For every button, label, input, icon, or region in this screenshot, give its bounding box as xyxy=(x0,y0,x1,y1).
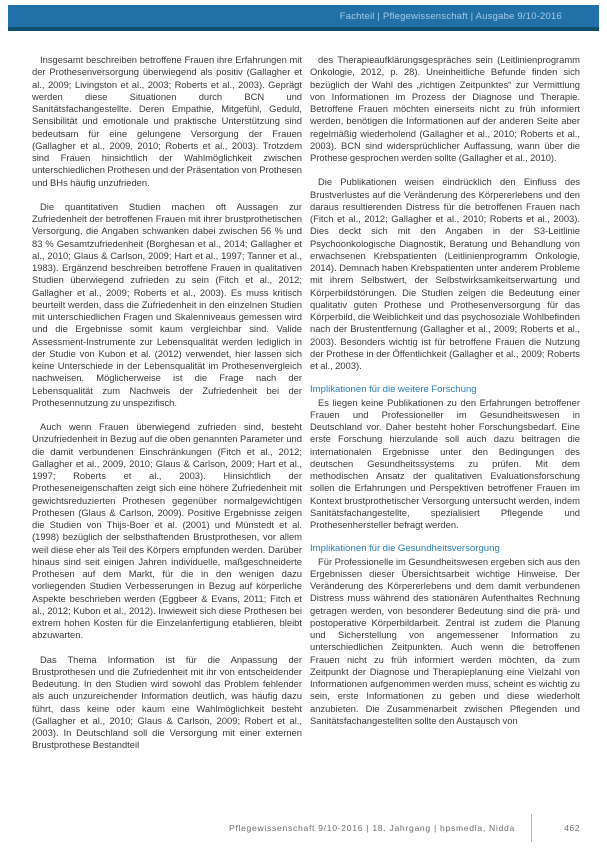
footer-divider xyxy=(531,814,532,842)
paragraph: Die Publikationen weisen eindrücklich den Einfluss des Brustverlustes auf die Veränderung des Körpererlebens und den daraus resultierenden Distress für die betroffenen Frauen nach (Fitch et al., 2012; Gallagher et al., 2010; Roberts et al., 2003). Dies deckt sich mit den Angaben in der S3-Leitlinie Psychoonkologische Diagnostik, Beratung und Behandlung von erwachsenen Krebspatienten (Leitlinienprogramm Onkologie, 2014). Demnach haben Krebspatienten unter anderem Probleme mit ihrem Selbstwert, der Selbstwirksamkeitserwartung und Körperbildstörungen. Die Studien zeigen die Bedeutung einer qualitativ guten Prothese und Prothesenversorgung für das Körperbild, die Weiblichkeit und das psychosoziale Wohlbefinden nach der Brustentfernung (Gallagher et al., 2009; Roberts et al., 2003). Besonders wichtig ist für betroffene Frauen die Nutzung der Prothese in der Öffentlichkeit (Gallagher et al., 2009; Roberts et al., 2003). xyxy=(310,176,580,371)
paragraph: Die quantitativen Studien machen oft Aussagen zur Zufriedenheit der betroffenen Frauen mit ihrer brustprothetischen Versorgung, die Angaben schwanken dabei zwischen 56 % und 83 % Gesamtzufriedenheit (Borghesan et al., 2014; Gallagher et al., 2010; Glaus & Carlson, 2009; Hart et al., 1997; Tanner et al., 1983). Ergänzend beschreiben betroffene Frauen in qualitativen Studien überwiegend zufrieden zu sein (Fitch et al., 2012; Gallagher et al., 2009; Roberts et al., 2003). Es muss kritisch beurteilt werden, dass die Zufriedenheit in den einzelnen Studien mit unterschiedlichen Fragen und Skalenniveaus gemessen wird und die Ergebnisse somit kaum vergleichbar sind. Valide Assessment-Instrumente zur Lebensqualität werden lediglich in der Studie von Kubon et al. (2012) verwendet, hier lassen sich keine Unterschiede in der Lebensqualität im Prothesenvergleich nachweisen. Möglicherweise ist die Frage nach der Lebensqualität zum Nachweis der Zufriedenheit bei der Prothesennutzung zu unspezifisch. xyxy=(32,200,302,408)
section-heading-healthcare: Implikationen für die Gesundheitsversorgung xyxy=(310,543,500,555)
section-heading-research: Implikationen für die weitere Forschung xyxy=(310,384,477,396)
page-footer xyxy=(32,813,580,843)
header-issue-label: Fachteil | Pflegewissenschaft | Ausgabe 9/10-2016 xyxy=(339,10,562,22)
paragraph: Es liegen keine Publikationen zu den Erfahrungen betroffener Frauen und Professioneller im Gesundheitswesen in Deutschland vor. Daher besteht hoher Forschungsbedarf. Eine erste Forschung hierzulande soll auch dazu beitragen die internationalen Ergebnisse unter den Bedingungen des deutschen Gesundheitssystems zu prüfen. Mit dem methodischen Ansatz der qualitativen Evaluationsforschung sollen die Erfahrungen und Perspektiven betroffener Frauen im Kontext brustprothetischer Versorgung untersucht werden, indem Sanitätsfachangestellte, spezialisiert Pflegende und Prothesenhersteller befragt werden. xyxy=(310,396,580,530)
paragraph: Für Professionelle im Gesundheitswesen ergeben sich aus den Ergebnissen dieser Übersichtsarbeit wichtige Hinweise. Der Veränderung des Körpererlebens und dem damit verbundenen Distress muss während des stationären Aufenthaltes Rechnung getragen werden, von besonderer Bedeutung sind die prä- und postoperative Körperbildarbeit. Zentral ist zudem die Planung und Sicherstellung von angemessener Information zu unterschiedlichen Zeitpunkten. Auch wenn die betroffenen Frauen nicht zu früh informiert werden möchten, da zum Zeitpunkt der Diagnose und Therapieplanung eine Vielzahl von Informationen aufgenommen werden muss, scheint es wichtig zu sein, erste Informationen zu geben und diese wiederholt anzubieten. Die Zusammenarbeit zwischen Pflegenden und Sanitätsfachangestellten sollte den Austausch von xyxy=(310,555,580,726)
paragraph: Insgesamt beschreiben betroffene Frauen ihre Erfahrungen mit der Prothesenversorgung überwiegend als positiv (Gallagher et al., 2009; Livingston et al., 2003; Roberts et al., 2003). Geprägt werden diese Situationen durch BCN und Sanitätsfachangestellte. Deren Empathie, Mitgefühl, Geduld, Sensibilität und emotionale und praktische Unterstützung sind bedeutsam für eine gelungene Versorgung der Frauen (Gallagher et al., 2009, 2010; Roberts et al., 2003). Trotzdem sind Frauen hinsichtlich der Wahlmöglichkeit zwischen unterschiedlichen Prothesen und der Präsentation von Prothesen und BHs häufig unzufrieden. xyxy=(32,54,302,188)
footer-journal-line: Pflegewissenschaft 9/10-2016 | 18. Jahrgang | hpsmedia, Nidda xyxy=(228,823,515,833)
column-left xyxy=(32,54,302,764)
article-body xyxy=(32,54,580,764)
paragraph: Das Thema Information ist für die Anpassung der Brustprothesen und die Zufriedenheit mit ihr von entscheidender Bedeutung. In den Studien wird sowohl das Problem fehlender als auch unzureichender Information deutlich, was häufig dazu führt, dass keine oder kaum eine Wahlmöglichkeit besteht (Gallagher et al., 2010; Glaus & Carlson, 2009; Robert et al., 2003). In Deutschland soll die Versorgung mit einer externen Brustprothese Bestandteil xyxy=(32,653,302,751)
column-right xyxy=(310,54,580,764)
page-number: 462 xyxy=(564,823,580,833)
header-bar xyxy=(8,5,599,31)
paragraph: des Therapieaufklärungsgespräches sein (Leitlinienprogramm Onkologie, 2012, p. 28). Uneinheitliche Befunde finden sich bezüglich der Wahl des „richtigen Zeitpunktes“ zur Vermittlung von Informationen im Prozess der Diagnose und Therapie. Betroffene Frauen möchten einerseits nicht zu früh informiert werden, benötigen die Informationen auf der anderen Seite aber regelmäßig wiederholend (Gallagher et al., 2010; Roberts et al., 2003). BCN sind widersprüchlicher Auffassung, wann über die Prothese gesprochen werden sollte (Gallagher et al., 2010). xyxy=(310,54,580,163)
paragraph: Auch wenn Frauen überwiegend zufrieden sind, besteht Unzufriedenheit in Bezug auf die oben genannten Parameter und die damit verbundenen Einschränkungen (Fitch et al., 2012; Gallagher et al., 2009, 2010; Glaus & Carlson, 2009; Hart et al., 1997; Roberts et al., 2003). Hinsichtlich der Protheseneigenschaften zeigt sich eine höhere Zufriedenheit mit gewichtsreduzierten Prothesen gegenüber normalgewichtigen Prothesen (Glaus & Carlson, 2009). Positive Ergebnisse zeigen die Studien von Thijs-Boer et al. (2001) und Münstedt et al. (1998) bezüglich der selbsthaftenden Brustprothesen, vor allem weil diese eher als Teil des Körpers empfunden werden. Darüber hinaus sind seit einigen Jahren individuelle, maßgeschneiderte Prothesen auf dem Markt, für die in den wenigen dazu vorliegenden Studien Verbesserungen in Bezug auf körperliche Aspekte beschrieben werden (Eggbeer & Evans, 2011; Fitch et al., 2012; Kubon et al., 2012). Inwieweit sich diese Prothesen bei extrem hohen Kosten für die Einzelanfertigung etablieren, bleibt abzuwarten. xyxy=(32,421,302,641)
